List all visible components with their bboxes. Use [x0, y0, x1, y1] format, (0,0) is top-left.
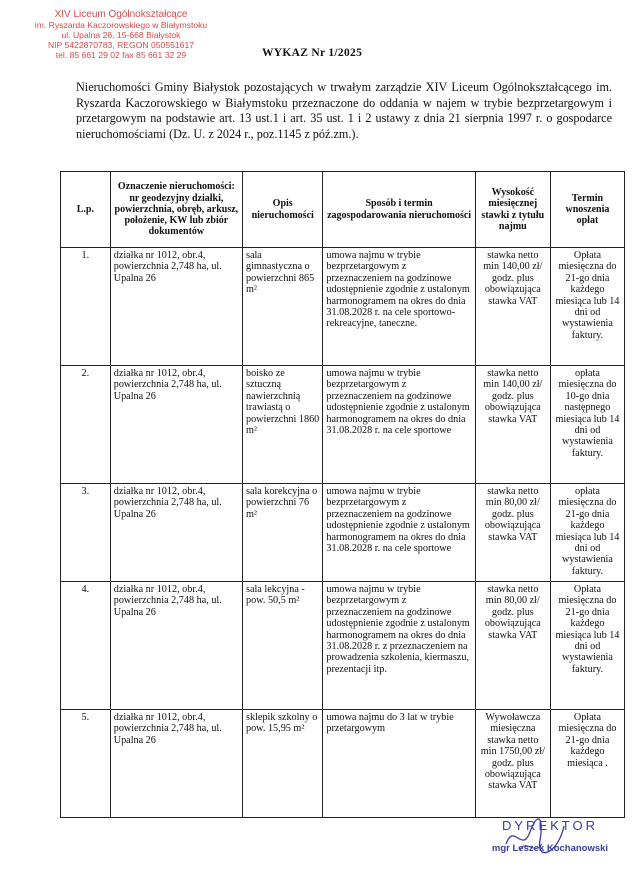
rate-cell: Wywoławcza miesięczna stawka netto min 1750,00 zł/ godz. plus obowiązująca stawka VAT [475, 710, 550, 818]
payment-term-cell: opłata miesięczna do 10-go dnia następnego miesiąca lub 14 dni od wystawienia faktury. [550, 366, 624, 484]
row-number: 5. [61, 710, 111, 818]
director-signature [470, 818, 630, 854]
intro-paragraph: Nieruchomości Gminy Białystok pozostających w trwałym zarządzie XIV Liceum Ogólnokształcącego im. Ryszarda Kaczorowskiego w Białymstoku przeznaczone do oddania w najem w trybie bezprzetargowym i przetargowym na podstawie art. 13 ust.1 i art. 35 ust. 1 i 2 ustawy z dnia 21 sierpnia 1997 r. o gospodarce nieruchomościami (Dz. U. z 2024 r., poz.1145 z póź.zm.). [76, 80, 612, 141]
usage-cell: umowa najmu w trybie bezprzetargowym z przeznaczeniem na godzinowe udostępnienie zgodnie z ustalonym harmonogramem na okres do dnia 31.08.2028 r. na cele sportowo-rekreacyjne, taneczne. [323, 248, 475, 366]
table-row [61, 248, 625, 366]
document-title: WYKAZ Nr 1/2025 [262, 47, 363, 59]
table-row [61, 582, 625, 710]
header-termin: Termin wnoszenia opłat [550, 172, 624, 248]
table-row [61, 710, 625, 818]
property-table [60, 171, 625, 818]
description-cell: sala korekcyjna o powierzchni 76 m² [242, 484, 322, 582]
table-row [61, 484, 625, 582]
payment-term-cell: Opłata miesięczna do 21-go dnia każdego miesiąca lub 14 dni od wystawienia faktury. [550, 582, 624, 710]
plot-cell: działka nr 1012, obr.4, powierzchnia 2,748 ha, ul. Upalna 26 [110, 366, 242, 484]
stamp-line-school: XIV Liceum Ogólnokształcące [54, 9, 188, 20]
header-lp: L.p. [61, 172, 111, 248]
table-header-row [61, 172, 625, 248]
stamp-line-nip: NIP 5422870783, REGON 050551617 [47, 40, 195, 50]
school-stamp [6, 10, 236, 60]
table-row [61, 366, 625, 484]
header-oznaczenie: Oznaczenie nieruchomości: nr geodezyjny działki, powierzchnia, obręb, arkusz, położenie, KW lub zbiór dokumentów [110, 172, 242, 248]
plot-cell: działka nr 1012, obr.4, powierzchnia 2,748 ha, ul. Upalna 26 [110, 582, 242, 710]
row-number: 1. [61, 248, 111, 366]
description-cell: sala gimnastyczna o powierzchni 865 m² [242, 248, 322, 366]
signature-scribble-icon [500, 814, 570, 860]
stamp-line-patron: im. Ryszarda Kaczorowskiego w Białymstoku [34, 20, 208, 30]
rate-cell: stawka netto min 140,00 zł/ godz. plus obowiązująca stawka VAT [475, 366, 550, 484]
header-opis: Opis nieruchomości [242, 172, 322, 248]
signature-role: DYREKTOR [502, 818, 598, 833]
rate-cell: stawka netto min 140,00 zł/ godz. plus obowiązująca stawka VAT [475, 248, 550, 366]
plot-cell: działka nr 1012, obr.4, powierzchnia 2,748 ha, ul. Upalna 26 [110, 484, 242, 582]
signature-name: mgr Leszek Kochanowski [491, 843, 609, 854]
header-sposob: Sposób i termin zagospodarowania nieruchomości [323, 172, 475, 248]
usage-cell: umowa najmu w trybie bezprzetargowym z przeznaczeniem na godzinowe udostępnienie zgodnie z ustalonym harmonogramem na okres do dnia 31.08.2028 r. na cele sportowe [323, 484, 475, 582]
stamp-line-address: ul. Upalna 26, 15-668 Białystok [61, 30, 181, 40]
description-cell: sala lekcyjna - pow. 50,5 m² [242, 582, 322, 710]
payment-term-cell: opłata miesięczna do 21-go dnia każdego miesiąca lub 14 dni od wystawienia faktury. [550, 484, 624, 582]
plot-cell: działka nr 1012, obr.4, powierzchnia 2,748 ha, ul. Upalna 26 [110, 710, 242, 818]
row-number: 2. [61, 366, 111, 484]
usage-cell: umowa najmu do 3 lat w trybie przetargowym [323, 710, 475, 818]
header-wysokosc: Wysokość miesięcznej stawki z tytułu najmu [475, 172, 550, 248]
rate-cell: stawka netto min 80,00 zł/ godz. plus obowiązująca stawka VAT [475, 582, 550, 710]
row-number: 3. [61, 484, 111, 582]
description-cell: boisko ze sztuczną nawierzchnią trawiastą o powierzchni 1860 m² [242, 366, 322, 484]
payment-term-cell: Opłata miesięczna do 21-go dnia każdego miesiąca . [550, 710, 624, 818]
row-number: 4. [61, 582, 111, 710]
usage-cell: umowa najmu w trybie bezprzetargowym z przeznaczeniem na godzinowe udostępnienie zgodnie z ustalonym harmonogramem na okres do dnia 31.08.2028 r. na cele sportowe [323, 366, 475, 484]
stamp-line-phone: tel. 85 661 29 02 fax 85 661 32 29 [55, 50, 187, 60]
plot-cell: działka nr 1012, obr.4, powierzchnia 2,748 ha, ul. Upalna 26 [110, 248, 242, 366]
description-cell: sklepik szkolny o pow. 15,95 m² [242, 710, 322, 818]
payment-term-cell: Opłata miesięczna do 21-go dnia każdego miesiąca lub 14 dni od wystawienia faktury. [550, 248, 624, 366]
usage-cell: umowa najmu w trybie bezprzetargowym z przeznaczeniem na godzinowe udostępnienie zgodnie z ustalonym harmonogramem na okres do dnia 31.08.2028 r. z przeznaczeniem na prowadzenia szkolenia, kiermaszu, prezentacji itp. [323, 582, 475, 710]
rate-cell: stawka netto min 80,00 zł/ godz. plus obowiązująca stawka VAT [475, 484, 550, 582]
